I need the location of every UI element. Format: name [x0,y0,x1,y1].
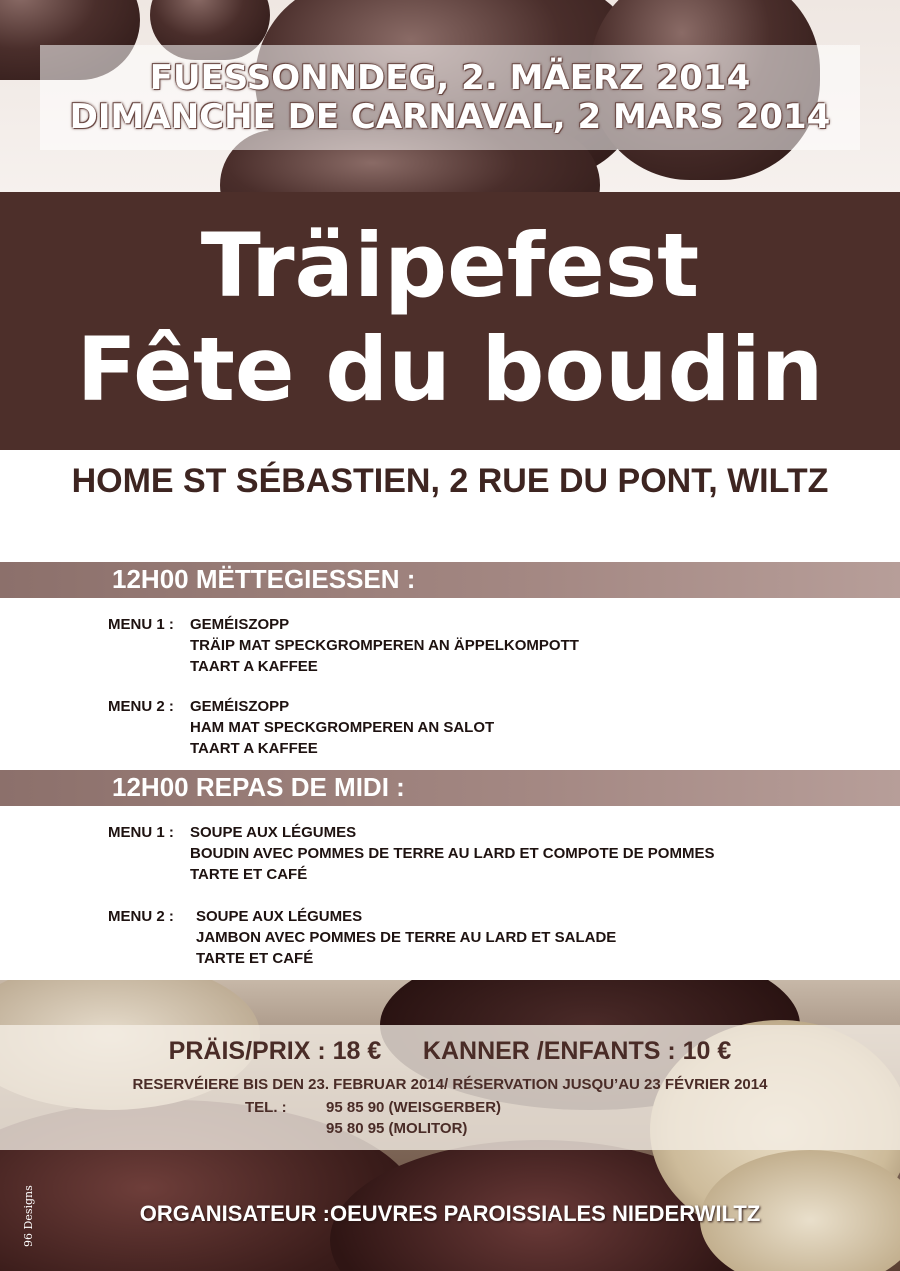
section-bar-mettegiessen [0,562,900,598]
tel-label: TEL. : [245,1099,287,1116]
menu-item: TAART A KAFFEE [190,658,318,675]
section-title: 12H00 MËTTEGIESSEN : [112,564,416,594]
menu-item: TARTE ET CAFÉ [196,950,314,967]
title-band [0,192,900,450]
date-luxembourgish: FUESSONNDEG, 2. MÄERZ 2014 [149,58,751,98]
menu-item: SOUPE AUX LÉGUMES [190,824,357,841]
section-bar-repas-de-midi [0,770,900,806]
section-title: 12H00 REPAS DE MIDI : [112,772,405,802]
date-french: DIMANCHE DE CARNAVAL, 2 MARS 2014 [69,97,831,137]
menu-item: SOUPE AUX LÉGUMES [196,908,363,925]
organizer: ORGANISATEUR :OEUVRES PAROISSIALES NIEDERWILTZ [139,1201,761,1226]
menu-item: HAM MAT SPECKGROMPEREN AN SALOT [190,719,495,736]
menu-item: TRÄIP MAT SPECKGROMPEREN AN ÄPPELKOMPOTT [190,637,579,654]
reservation-deadline: RESERVÉIERE BIS DEN 23. FEBRUAR 2014/ RÉSERVATION JUSQU’AU 23 FÉVRIER 2014 [132,1076,768,1093]
menu-label: MENU 2 : [108,698,174,715]
menu-label: MENU 1 : [108,824,174,841]
menu-item: GEMÉISZOPP [190,616,290,633]
title-luxembourgish: Träipefest [200,214,700,317]
menu-item: TAART A KAFFEE [190,740,318,757]
menu-item: BOUDIN AVEC POMMES DE TERRE AU LARD ET COMPOTE DE POMMES [190,845,715,862]
menu-item: JAMBON AVEC POMMES DE TERRE AU LARD ET SALADE [196,929,617,946]
menu-label: MENU 2 : [108,908,174,925]
price-line: PRÄIS/PRIX : 18 € KANNER /ENFANTS : 10 € [168,1037,732,1065]
designer-logo: 96 Designs [22,1185,35,1247]
venue-address: HOME ST SÉBASTIEN, 2 RUE DU PONT, WILTZ [71,462,829,500]
menu-item: GEMÉISZOPP [190,698,290,715]
phone-number: 95 80 95 (MOLITOR) [326,1120,468,1137]
title-french: Fête du boudin [76,318,824,421]
menu-label: MENU 1 : [108,616,174,633]
menu-item: TARTE ET CAFÉ [190,866,308,883]
phone-number: 95 85 90 (WEISGERBER) [326,1099,502,1116]
